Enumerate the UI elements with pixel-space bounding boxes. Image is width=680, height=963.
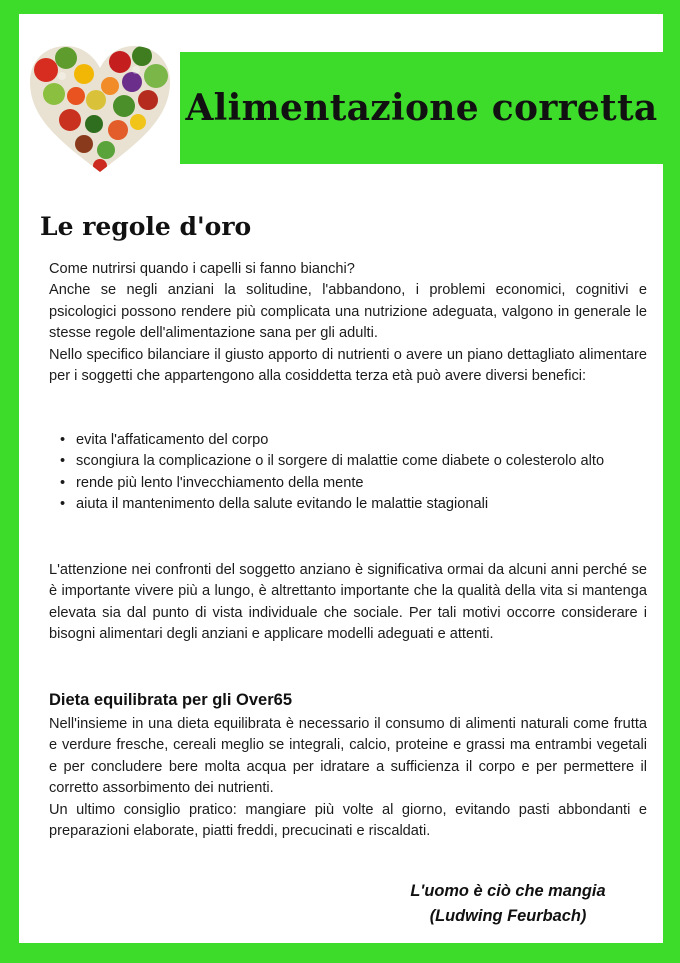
frame-top <box>0 0 680 14</box>
attention-paragraph: L'attenzione nei confronti del soggetto anziano è significativa ormai da alcuni anni perché se è importante vivere più a lungo, è altrettanto importante che la qualità della vita si mantenga elevata sia dal punto di vista individuale che sociale. Per tali motivi occorre considerare i bisogni alimentari degli anziani e applicare modelli adeguati e attenti. <box>49 562 647 643</box>
quote-author: (Ludwing Feurbach) <box>429 907 587 925</box>
list-item-text: evita l'affaticamento del corpo <box>76 432 269 448</box>
intro-paragraph-2: Nello specifico bilanciare il giusto apporto di nutrienti o avere un piano dettagliato alimentare per i soggetti che appartengono alla cosiddetta terza età può avere diversi benefici: <box>49 346 647 385</box>
list-item-text: aiuta il mantenimento della salute evitando le malattie stagionali <box>76 496 489 513</box>
page-title: Alimentazione corretta <box>185 87 658 129</box>
intro-block <box>49 259 647 387</box>
list-item <box>58 494 648 515</box>
bullet-icon: • <box>60 496 66 513</box>
diet-heading: Dieta equilibrata per gli Over65 <box>49 691 293 709</box>
diet-block <box>49 714 647 842</box>
list-item-text: scongiura la complicazione o il sorgere di malattie come diabete o colesterolo alto <box>76 453 605 470</box>
diet-paragraph-1: Nell'insieme in una dieta equilibrata è necessario il consumo di alimenti naturali come frutta e verdure fresche, cereali meglio se integrali, calcio, proteine e grassi ma entrambi vegetali e per concludere bere molta acqua per idratare a sufficienza il corpo e per permettere il corretto assorbimento dei nutrienti. <box>49 716 647 797</box>
quote-block <box>388 879 628 929</box>
frame-bottom <box>0 943 680 963</box>
diet-paragraph-2: Un ultimo consiglio pratico: mangiare più volte al giorno, evitando pasti abbondanti e preparazioni elaborate, piatti freddi, precucinati e riscaldati. <box>49 801 647 840</box>
frame-right <box>663 0 680 963</box>
list-item-text: rende più lento l'invecchiamento della mente <box>76 474 364 491</box>
title-banner <box>180 52 663 164</box>
frame-left <box>0 0 19 963</box>
list-item <box>58 451 648 472</box>
bullet-icon: • <box>60 432 66 448</box>
section-heading: Le regole d'oro <box>40 212 252 241</box>
quote-text: L'uomo è ciò che mangia <box>410 882 606 900</box>
bullet-icon: • <box>60 453 66 470</box>
intro-paragraph-1: Anche se negli anziani la solitudine, l'abbandono, i problemi economici, cognitivi e psicologici possono rendere più complicata una nutrizione adeguata, valgono in generale le stesse regole dell'alimentazione sana per gli adulti. <box>49 282 647 342</box>
bullet-icon: • <box>60 474 66 491</box>
list-item <box>58 473 648 494</box>
vegetable-heart-icon <box>24 40 176 180</box>
intro-question: Come nutrirsi quando i capelli si fanno bianchi? <box>49 261 355 277</box>
list-item <box>58 430 648 451</box>
benefits-list <box>58 430 648 516</box>
